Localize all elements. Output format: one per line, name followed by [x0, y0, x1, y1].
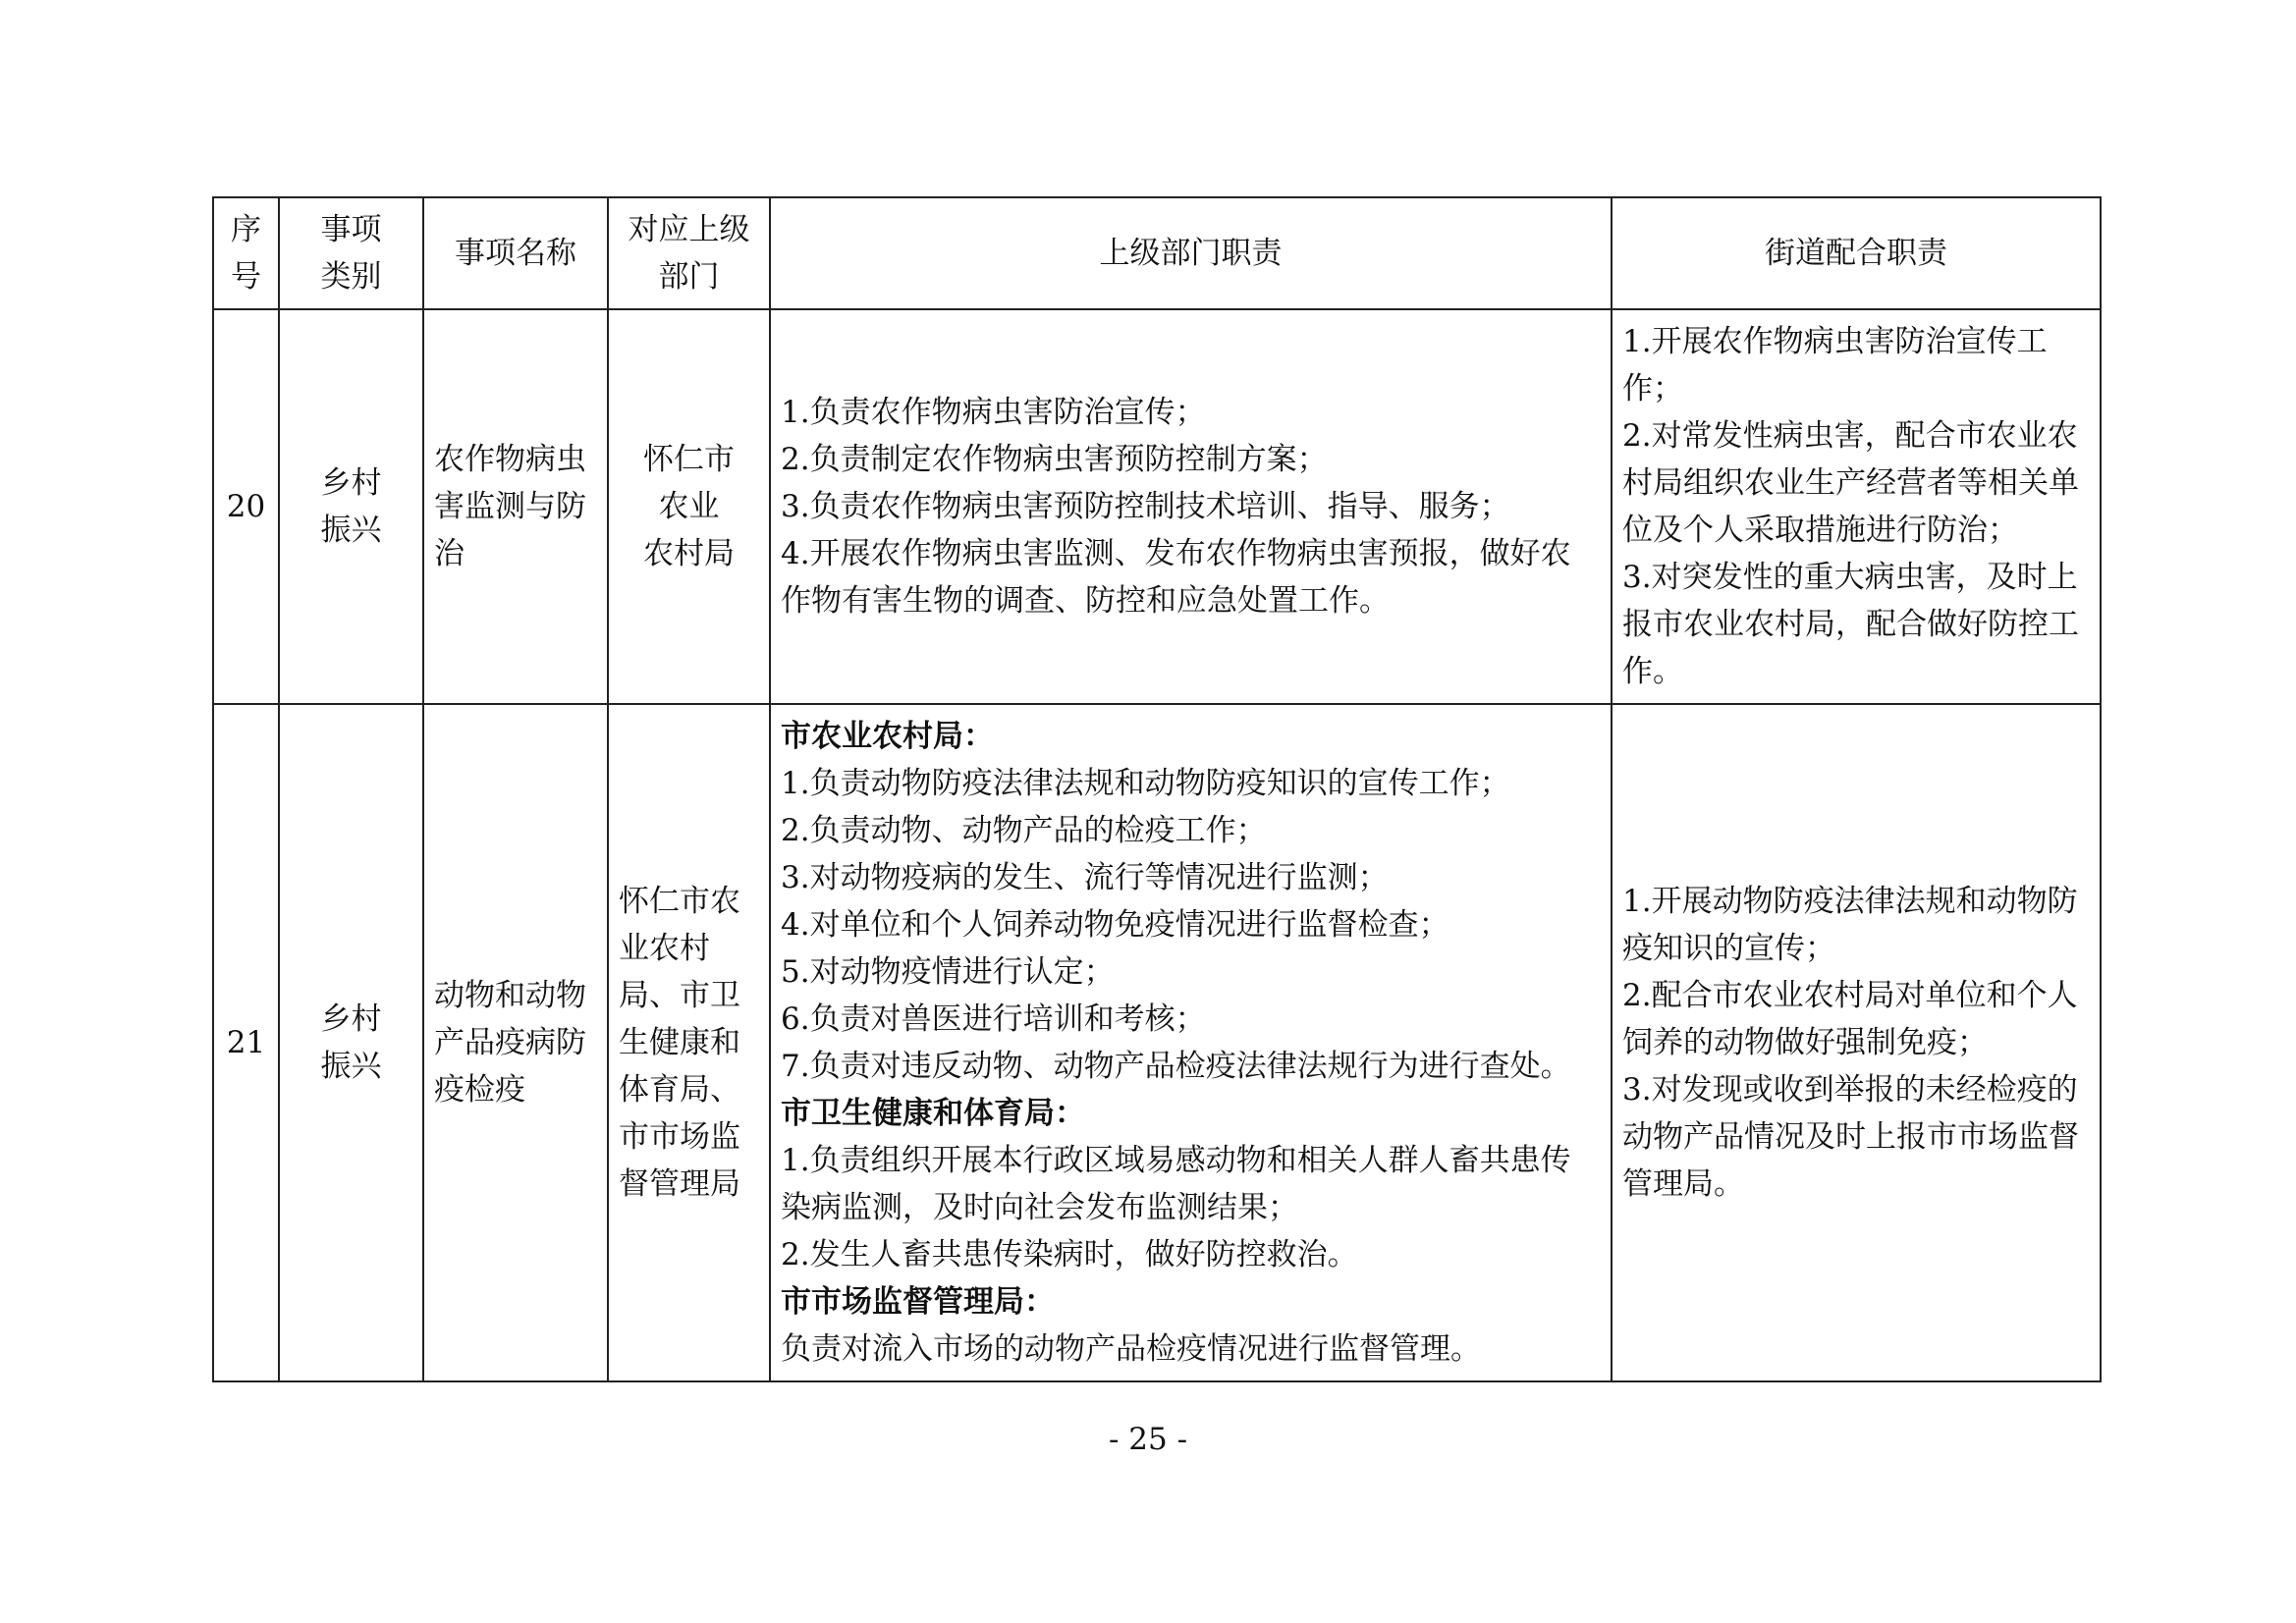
row-upper-duty: 1.负责农作物病虫害防治宣传； 2.负责制定农作物病虫害预防控制方案； 3.负责农作物病虫害预防控制技术培训、指导、服务； 4.开展农作物病虫害监测、发布农作物病虫害预报，做好农作物有害生物的调查、防控和应急处置工作。 [770, 309, 1612, 704]
row-seq: 21 [213, 704, 279, 1381]
row-item-name: 农作物病虫害监测与防治 [423, 309, 608, 704]
header-dept: 对应上级 部门 [608, 197, 770, 309]
header-upper-duty: 上级部门职责 [770, 197, 1612, 309]
row-category: 乡村 振兴 [279, 309, 423, 704]
header-row [213, 197, 2101, 309]
section-heading: 市市场监督管理局： [781, 1284, 1055, 1320]
page-number: - 25 - [1108, 1422, 1188, 1457]
header-street-duty: 街道配合职责 [1612, 197, 2101, 309]
row-upper-duty: 市农业农村局： 1.负责动物防疫法律法规和动物防疫知识的宣传工作； 2.负责动物、动物产品的检疫工作； 3.对动物疫病的发生、流行等情况进行监测； 4.对单位和个人饲养动物免疫情况进行监督检查； 5.对动物疫情进行认定； 6.负责对兽医进行培训和考核； 7.负责对违反动物、动物产品检疫法律法规行为进行查处。 市卫生健康和体育局： 1.负责组织开展本行政区域易感动物和相关人群人畜共患传染病监测，及时向社会发布监测结果； 2.发生人畜共患传染病时，做好防控救治。 市市场监督管理局： 负责对流入市场的动物产品检疫情况进行监督管理。 [770, 704, 1612, 1381]
header-seq: 序 号 [213, 197, 279, 309]
header-name: 事项名称 [423, 197, 608, 309]
row-dept: 怀仁市 农业 农村局 [608, 309, 770, 704]
row-street-duty: 1.开展动物防疫法律法规和动物防疫知识的宣传； 2.配合市农业农村局对单位和个人饲养的动物做好强制免疫； 3.对发现或收到举报的未经检疫的动物产品情况及时上报市市场监督管理局。 [1612, 704, 2101, 1381]
row-street-duty: 1.开展农作物病虫害防治宣传工作； 2.对常发性病虫害，配合市农业农村局组织农业生产经营者等相关单位及个人采取措施进行防治； 3.对突发性的重大病虫害，及时上报市农业农村局，配合做好防控工作。 [1612, 309, 2101, 704]
header-category: 事项 类别 [279, 197, 423, 309]
row-item-name: 动物和动物产品疫病防疫检疫 [423, 704, 608, 1381]
section-heading: 市农业农村局： [781, 719, 994, 754]
table-row [213, 704, 2101, 1381]
duty-table [212, 196, 2102, 1382]
section-heading: 市卫生健康和体育局： [781, 1096, 1085, 1131]
row-dept: 怀仁市农业农村局、市卫生健康和体育局、市市场监督管理局 [608, 704, 770, 1381]
table-row [213, 309, 2101, 704]
row-category: 乡村 振兴 [279, 704, 423, 1381]
row-seq: 20 [213, 309, 279, 704]
